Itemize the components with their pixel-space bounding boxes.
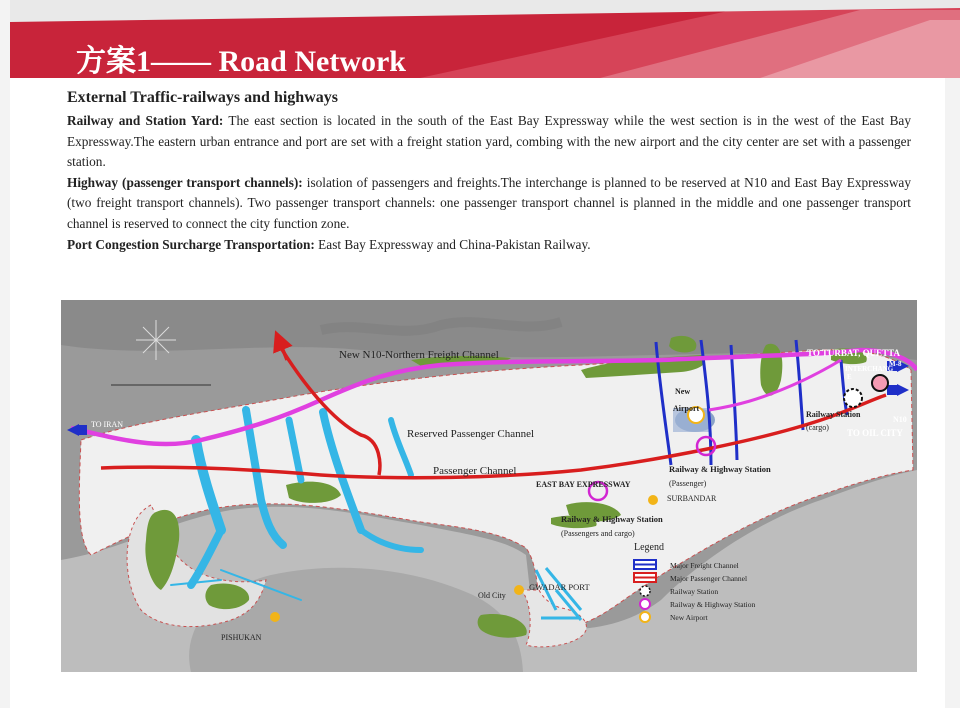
label-railway-cargo-1: Railway Station — [806, 410, 861, 419]
old-city-marker — [514, 585, 524, 595]
description-block — [67, 88, 911, 255]
label-interchange-e: E — [847, 373, 852, 381]
label-northern-freight: New N10-Northern Freight Channel — [339, 349, 499, 361]
label-to-oil-city: TO OIL CITY — [847, 428, 903, 438]
legend-swatch-rh-station — [640, 599, 650, 609]
label-old-city: Old City — [478, 591, 506, 600]
label-to-iran: TO IRAN — [91, 420, 124, 429]
label-n10: N10 — [893, 415, 907, 424]
section-heading: External Traffic-railways and highways — [67, 89, 338, 106]
paragraph-port — [67, 235, 911, 256]
label-rh-passenger-2: (Passenger) — [669, 479, 707, 488]
paragraph-label: Highway (passenger transport channels): — [67, 174, 303, 190]
legend-label: New Airport — [670, 613, 708, 622]
label-new-airport-2: Airport — [673, 404, 700, 413]
legend-label: Railway Station — [670, 587, 719, 596]
label-railway-cargo-2: (cargo) — [806, 423, 829, 432]
map-canvas — [61, 300, 917, 672]
label-rh-passenger-1: Railway & Highway Station — [669, 464, 771, 474]
legend-label: Major Passenger Channel — [670, 574, 748, 583]
label-to-turbat: TO TURBAT, QUETTA — [807, 348, 900, 358]
label-pishukan: PISHUKAN — [221, 633, 262, 642]
label-passenger-channel: Passenger Channel — [433, 465, 517, 477]
pishukan-marker — [270, 612, 280, 622]
legend-title: Legend — [634, 542, 664, 553]
label-rh-both-2: (Passengers and cargo) — [561, 529, 635, 538]
paragraph-text: East Bay Expressway and China-Pakistan Railway. — [314, 236, 591, 252]
road-network-map — [61, 300, 917, 672]
east-arrow-stem-1 — [887, 385, 897, 395]
label-new-airport-1: New — [675, 387, 691, 396]
label-gwadar-port: GWADAR PORT — [529, 582, 590, 592]
header-banner — [0, 0, 960, 78]
label-reserved-passenger: Reserved Passenger Channel — [407, 428, 535, 440]
legend-label: Railway & Highway Station — [670, 600, 756, 609]
west-arrow-stem — [79, 425, 87, 435]
label-interchange: INTERCHANG — [845, 365, 894, 373]
legend-item-freight — [634, 560, 739, 570]
paragraph-text: The east section is located in the south of the East Bay Expressway while the west section is in the west of the East Bay Expressway.The eastern urban entrance and port are set with a freight station yard, combing with the new airport and the city center are set with a passenger station. — [67, 113, 911, 170]
legend-label: Major Freight Channel — [670, 561, 739, 570]
page-title: 方案1—— Road Network — [76, 45, 406, 78]
legend-swatch-airport — [640, 612, 650, 622]
label-m8: M-8 — [889, 360, 902, 368]
label-east-bay-expressway: EAST BAY EXPRESSWAY — [536, 480, 631, 489]
surbandar-marker — [648, 495, 658, 505]
legend-swatch-railway — [640, 586, 650, 596]
interchange-marker — [872, 375, 888, 391]
paragraph-railway — [67, 111, 911, 173]
label-rh-both-1: Railway & Highway Station — [561, 514, 663, 524]
paragraph-text: isolation of passengers and freights.The interchange is planned to be reserved at N10 and East Bay Expressway (two freight transport channels). Two passenger transport channels: one passenger transport channel is planned in the middle and one passenger transport channel is reserved to connect the city function zone. — [67, 174, 911, 231]
legend-item-passenger — [634, 573, 747, 583]
paragraph-highway — [67, 173, 911, 235]
railway-station-marker — [844, 389, 862, 407]
paragraph-label: Port Congestion Surcharge Transportation: — [67, 236, 315, 252]
label-surbandar: SURBANDAR — [667, 494, 717, 503]
terrain-ridge — [321, 322, 561, 331]
paragraph-label: Railway and Station Yard: — [67, 113, 224, 128]
